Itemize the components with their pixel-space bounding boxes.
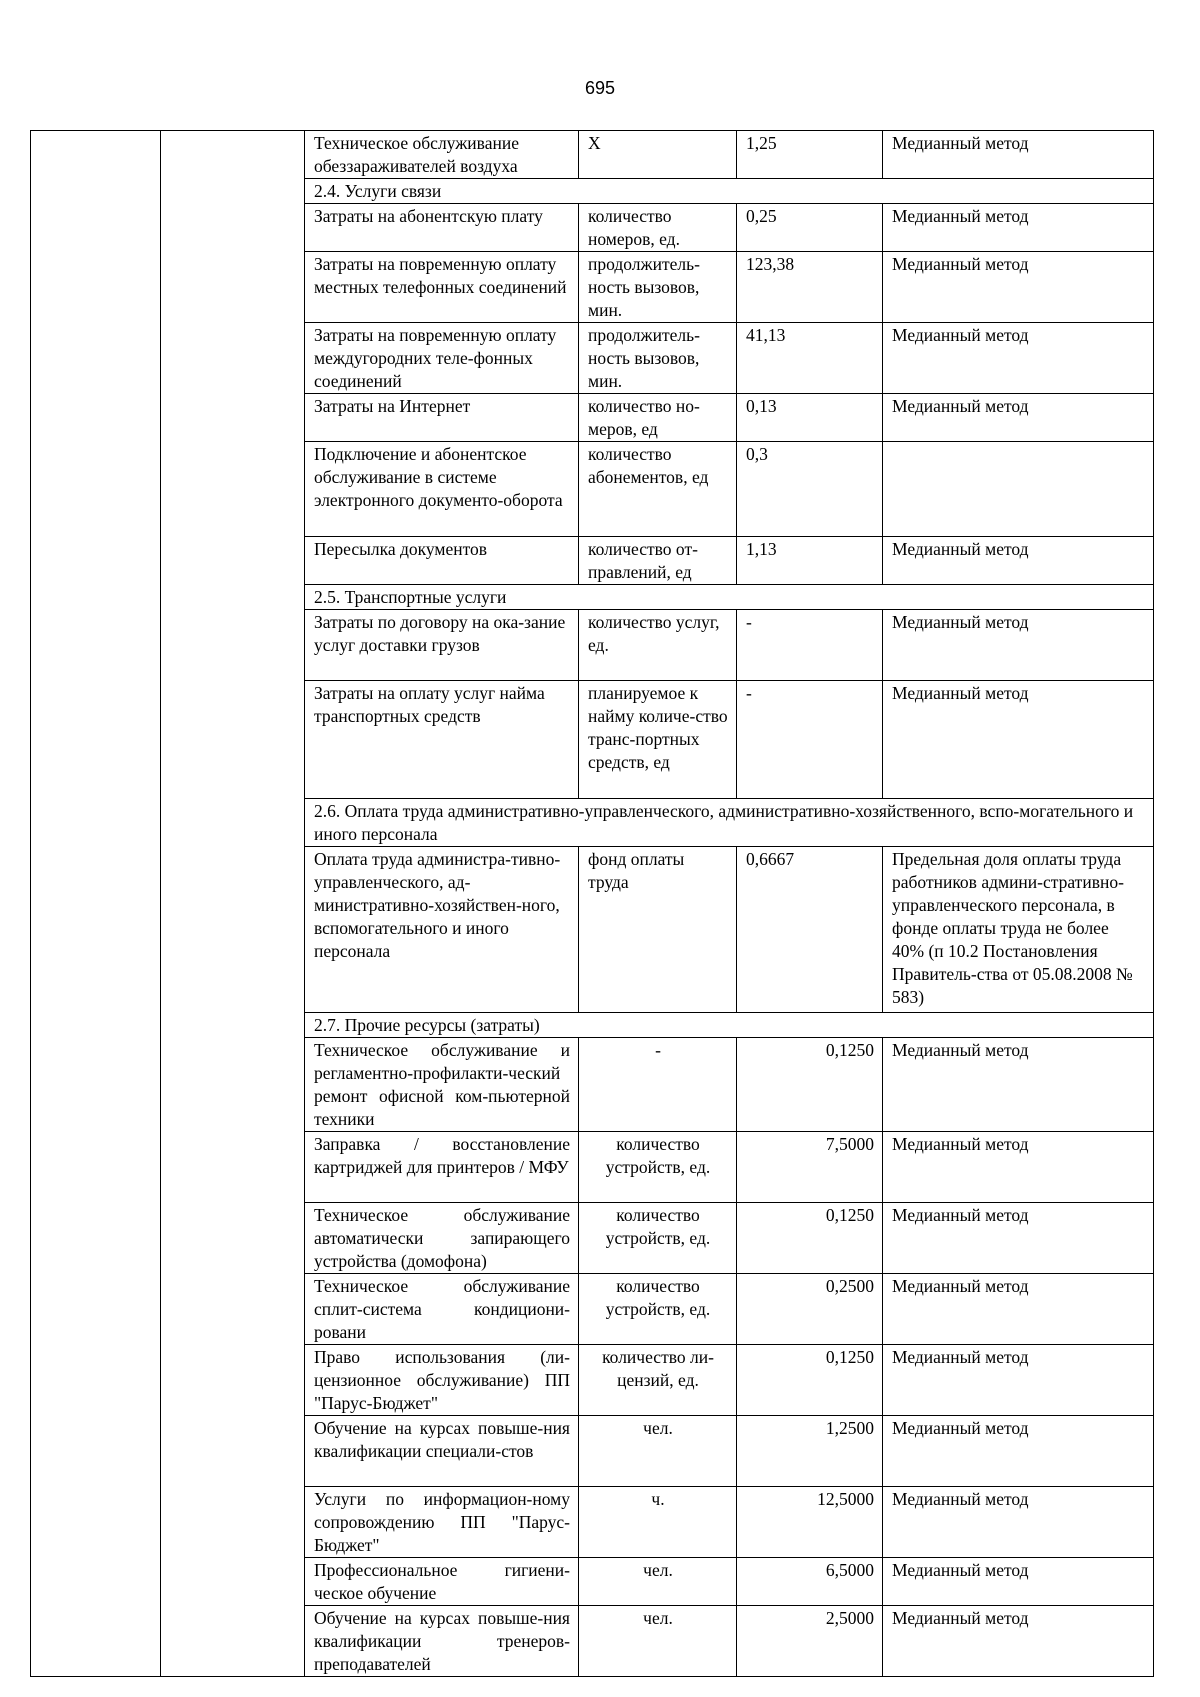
item-method [883, 442, 1154, 537]
item-value: 6,5000 [737, 1558, 883, 1606]
item-name: Техническое обслуживание автоматически запирающего устройства (домофона) [305, 1203, 579, 1274]
table-row [31, 131, 1154, 179]
item-unit: планируемое к найму количе-ство транс-портных средств, ед [579, 681, 737, 799]
item-name: Затраты по договору на ока-зание услуг доставки грузов [305, 610, 579, 681]
item-value: 0,13 [737, 394, 883, 442]
item-name: Затраты на оплату услуг найма транспортных средств [305, 681, 579, 799]
item-name: Профессиональное гигиени-ческое обучение [305, 1558, 579, 1606]
item-value: 123,38 [737, 252, 883, 323]
item-unit: продолжитель-ность вызовов, мин. [579, 252, 737, 323]
item-unit: количество устройств, ед. [579, 1203, 737, 1274]
item-name: Затраты на абонентскую плату [305, 204, 579, 252]
item-unit: количество абонементов, ед [579, 442, 737, 537]
item-method: Предельная доля оплаты труда работников админи-стративно-управленческого персонала, в фонде оплаты труда не более 40% (п 10.2 Постановления Правитель-ства от 05.08.2008 № 583) [883, 847, 1154, 1013]
item-value: 0,1250 [737, 1203, 883, 1274]
table-body [31, 131, 1154, 1677]
item-method: Медианный метод [883, 1274, 1154, 1345]
item-unit: количество устройств, ед. [579, 1132, 737, 1203]
page-number: 695 [584, 78, 616, 98]
item-value: 0,2500 [737, 1274, 883, 1345]
item-value: - [737, 610, 883, 681]
item-name: Право использования (ли-цензионное обслуживание) ПП "Парус-Бюджет" [305, 1345, 579, 1416]
item-method: Медианный метод [883, 537, 1154, 585]
item-name: Затраты на повременную оплату местных телефонных соединений [305, 252, 579, 323]
item-unit: количество услуг, ед. [579, 610, 737, 681]
item-unit: количество устройств, ед. [579, 1274, 737, 1345]
item-unit: количество номеров, ед. [579, 204, 737, 252]
item-unit: продолжитель-ность вызовов, мин. [579, 323, 737, 394]
item-unit: количество ли-цензий, ед. [579, 1345, 737, 1416]
item-method: Медианный метод [883, 1558, 1154, 1606]
item-name: Заправка / восстановление картриджей для принтеров / МФУ [305, 1132, 579, 1203]
item-value: 0,1250 [737, 1345, 883, 1416]
item-name: Техническое обслуживание обеззараживателей воздуха [305, 131, 579, 179]
item-method: Медианный метод [883, 131, 1154, 179]
item-method: Медианный метод [883, 1203, 1154, 1274]
item-method: Медианный метод [883, 252, 1154, 323]
item-unit: чел. [579, 1606, 737, 1677]
item-name: Обучение на курсах повыше-ния квалификации тренеров-преподавателей [305, 1606, 579, 1677]
item-method: Медианный метод [883, 394, 1154, 442]
item-method: Медианный метод [883, 1487, 1154, 1558]
item-method: Медианный метод [883, 1132, 1154, 1203]
item-name: Подключение и абонентское обслуживание в системе электронного документо-оборота [305, 442, 579, 537]
item-value: 0,1250 [737, 1038, 883, 1132]
item-method: Медианный метод [883, 1416, 1154, 1487]
section-title: 2.7. Прочие ресурсы (затраты) [305, 1013, 1154, 1038]
item-unit: чел. [579, 1416, 737, 1487]
item-value: 1,13 [737, 537, 883, 585]
item-method: Медианный метод [883, 1606, 1154, 1677]
item-value: 0,3 [737, 442, 883, 537]
item-method: Медианный метод [883, 204, 1154, 252]
item-name: Техническое обслуживание и регламентно-профилакти-ческий ремонт офисной ком-пьютерной техники [305, 1038, 579, 1132]
item-value: 12,5000 [737, 1487, 883, 1558]
item-name: Затраты на Интернет [305, 394, 579, 442]
item-value: - [737, 681, 883, 799]
item-unit: фонд оплаты труда [579, 847, 737, 1013]
section-title: 2.4. Услуги связи [305, 179, 1154, 204]
item-value: 0,25 [737, 204, 883, 252]
item-method: Медианный метод [883, 323, 1154, 394]
item-name: Обучение на курсах повыше-ния квалификации специали-стов [305, 1416, 579, 1487]
item-method: Медианный метод [883, 1038, 1154, 1132]
item-value: 0,6667 [737, 847, 883, 1013]
item-value: 41,13 [737, 323, 883, 394]
item-name: Затраты на повременную оплату междугородних теле-фонных соединений [305, 323, 579, 394]
item-method: Медианный метод [883, 1345, 1154, 1416]
item-unit: Х [579, 131, 737, 179]
item-unit: чел. [579, 1558, 737, 1606]
item-name: Пересылка документов [305, 537, 579, 585]
item-unit: - [579, 1038, 737, 1132]
section-title: 2.5. Транспортные услуги [305, 585, 1154, 610]
item-name: Техническое обслуживание сплит-система кондициони-ровани [305, 1274, 579, 1345]
item-value: 7,5000 [737, 1132, 883, 1203]
item-value: 2,5000 [737, 1606, 883, 1677]
item-value: 1,25 [737, 131, 883, 179]
blank-column-2 [161, 131, 305, 1677]
item-unit: количество но-меров, ед [579, 394, 737, 442]
item-name: Оплата труда администра-тивно-управленческого, ад-министративно-хозяйствен-ного, вспомогательного и иного персонала [305, 847, 579, 1013]
item-name: Услуги по информацион-ному сопровождению ПП "Парус-Бюджет" [305, 1487, 579, 1558]
item-unit: ч. [579, 1487, 737, 1558]
norms-table [30, 130, 1154, 1677]
item-value: 1,2500 [737, 1416, 883, 1487]
item-unit: количество от-правлений, ед [579, 537, 737, 585]
blank-column-1 [31, 131, 161, 1677]
section-title: 2.6. Оплата труда административно-управленческого, административно-хозяйственного, вспо-могательного и иного персонала [305, 799, 1154, 847]
item-method: Медианный метод [883, 681, 1154, 799]
item-method: Медианный метод [883, 610, 1154, 681]
